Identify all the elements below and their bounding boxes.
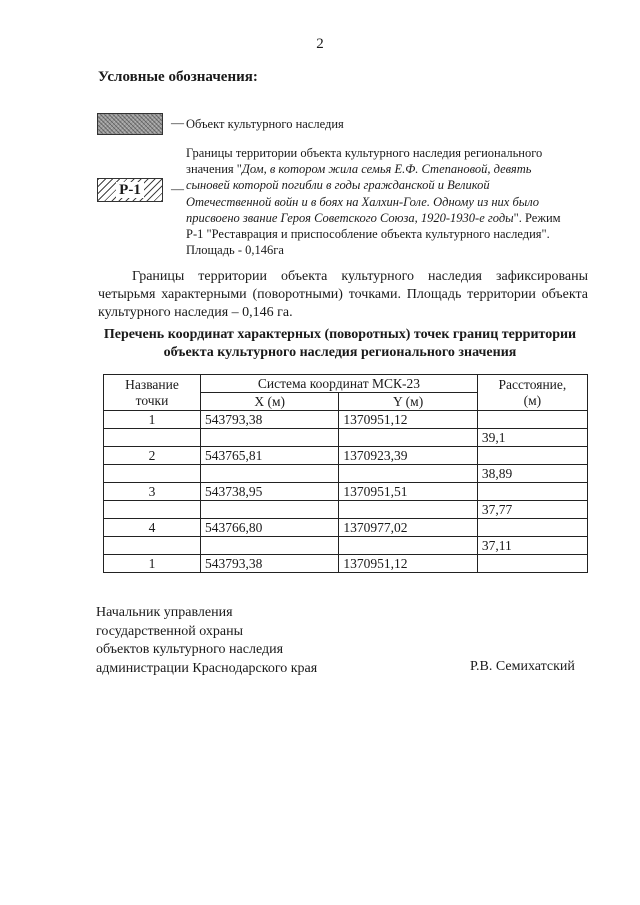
boundary-paragraph: Границы территории объекта культурного наследия зафиксированы четырьмя характерными (поворотными) точками. Площадь территории объекта культурного наследия – 0,146 га.	[98, 269, 588, 320]
cell-distance: 37,11	[477, 537, 587, 555]
table-row	[104, 483, 588, 501]
legend-dash-2: —	[171, 181, 184, 196]
cell-distance: 37,77	[477, 501, 587, 519]
signer-name: Р.В. Семихатский	[470, 659, 575, 674]
legend-line: Отечественной войн и в боях на Халхин-Голе. Одному из них было	[186, 194, 540, 209]
cell-distance-empty	[477, 447, 587, 465]
legend-line: присвоено звание Героя Советского Союза, 1920-1930-е годы". Режим	[186, 210, 561, 225]
table-title: Перечень координат характерных (поворотных) точек границ территории объекта культурного наследия регионального значения	[103, 327, 577, 360]
legend-line: значения "Дом, в котором жила семья Е.Ф. Степановой, девять	[186, 162, 532, 177]
table-row	[104, 411, 588, 429]
legend-heading: Условные обозначения:	[98, 69, 258, 85]
legend-item-heritage-label: Объект культурного наследия	[186, 117, 344, 131]
cell-x: 543793,38	[201, 555, 339, 573]
page-number: 2	[316, 36, 324, 52]
legend-dash-1: —	[171, 115, 184, 130]
signature-line: государственной охраны	[96, 623, 244, 639]
legend-line: сыновей которой погибли в годы гражданской и Великой	[186, 178, 490, 193]
signature-line: Начальник управления	[96, 605, 233, 620]
cell-x: 543793,38	[201, 411, 339, 429]
cell-point-name: 4	[104, 519, 201, 537]
cell-distance-empty	[477, 483, 587, 501]
cell-x: 543766,80	[201, 519, 339, 537]
cell-y: 1370977,02	[339, 519, 477, 537]
legend-line: Р-1 "Реставрация и приспособление объекта культурного наследия".	[186, 227, 550, 242]
cell-point-name: 2	[104, 447, 201, 465]
cell-distance: 39,1	[477, 429, 587, 447]
signature-line: объектов культурного наследия	[96, 642, 284, 657]
territory-boundary-swatch	[97, 178, 163, 202]
cell-y: 1370951,51	[339, 483, 477, 501]
signature-line: администрации Краснодарского края	[96, 660, 318, 676]
header-point-name: Название точки	[104, 375, 201, 411]
cell-y: 1370951,12	[339, 411, 477, 429]
cell-x: 543738,95	[201, 483, 339, 501]
table-row-distance	[104, 429, 588, 447]
coordinates-table	[103, 374, 588, 573]
header-distance: Расстояние, (м)	[477, 375, 587, 411]
cell-point-name: 3	[104, 483, 201, 501]
legend-item-territory-description	[186, 145, 586, 258]
heritage-object-swatch	[97, 113, 163, 135]
cell-y: 1370951,12	[339, 555, 477, 573]
cell-x: 543765,81	[201, 447, 339, 465]
table-row	[104, 555, 588, 573]
cell-distance-empty	[477, 411, 587, 429]
table-row	[104, 447, 588, 465]
header-coordinate-system: Система координат МСК-23	[201, 375, 478, 393]
cell-point-name: 1	[104, 411, 201, 429]
cell-point-name: 1	[104, 555, 201, 573]
cell-distance-empty	[477, 519, 587, 537]
legend-line: Границы территории объекта культурного наследия регионального	[186, 146, 543, 160]
cell-distance: 38,89	[477, 465, 587, 483]
header-y: Y (м)	[339, 393, 477, 411]
table-row-distance	[104, 465, 588, 483]
table-row-distance	[104, 537, 588, 555]
cell-y: 1370923,39	[339, 447, 477, 465]
cell-distance-empty	[477, 555, 587, 573]
signature-block	[96, 604, 317, 678]
legend-line: Площадь - 0,146га	[186, 243, 284, 258]
swatch-regime-label: Р-1	[116, 182, 144, 198]
table-row-distance	[104, 501, 588, 519]
table-row	[104, 519, 588, 537]
header-x: X (м)	[201, 393, 339, 411]
